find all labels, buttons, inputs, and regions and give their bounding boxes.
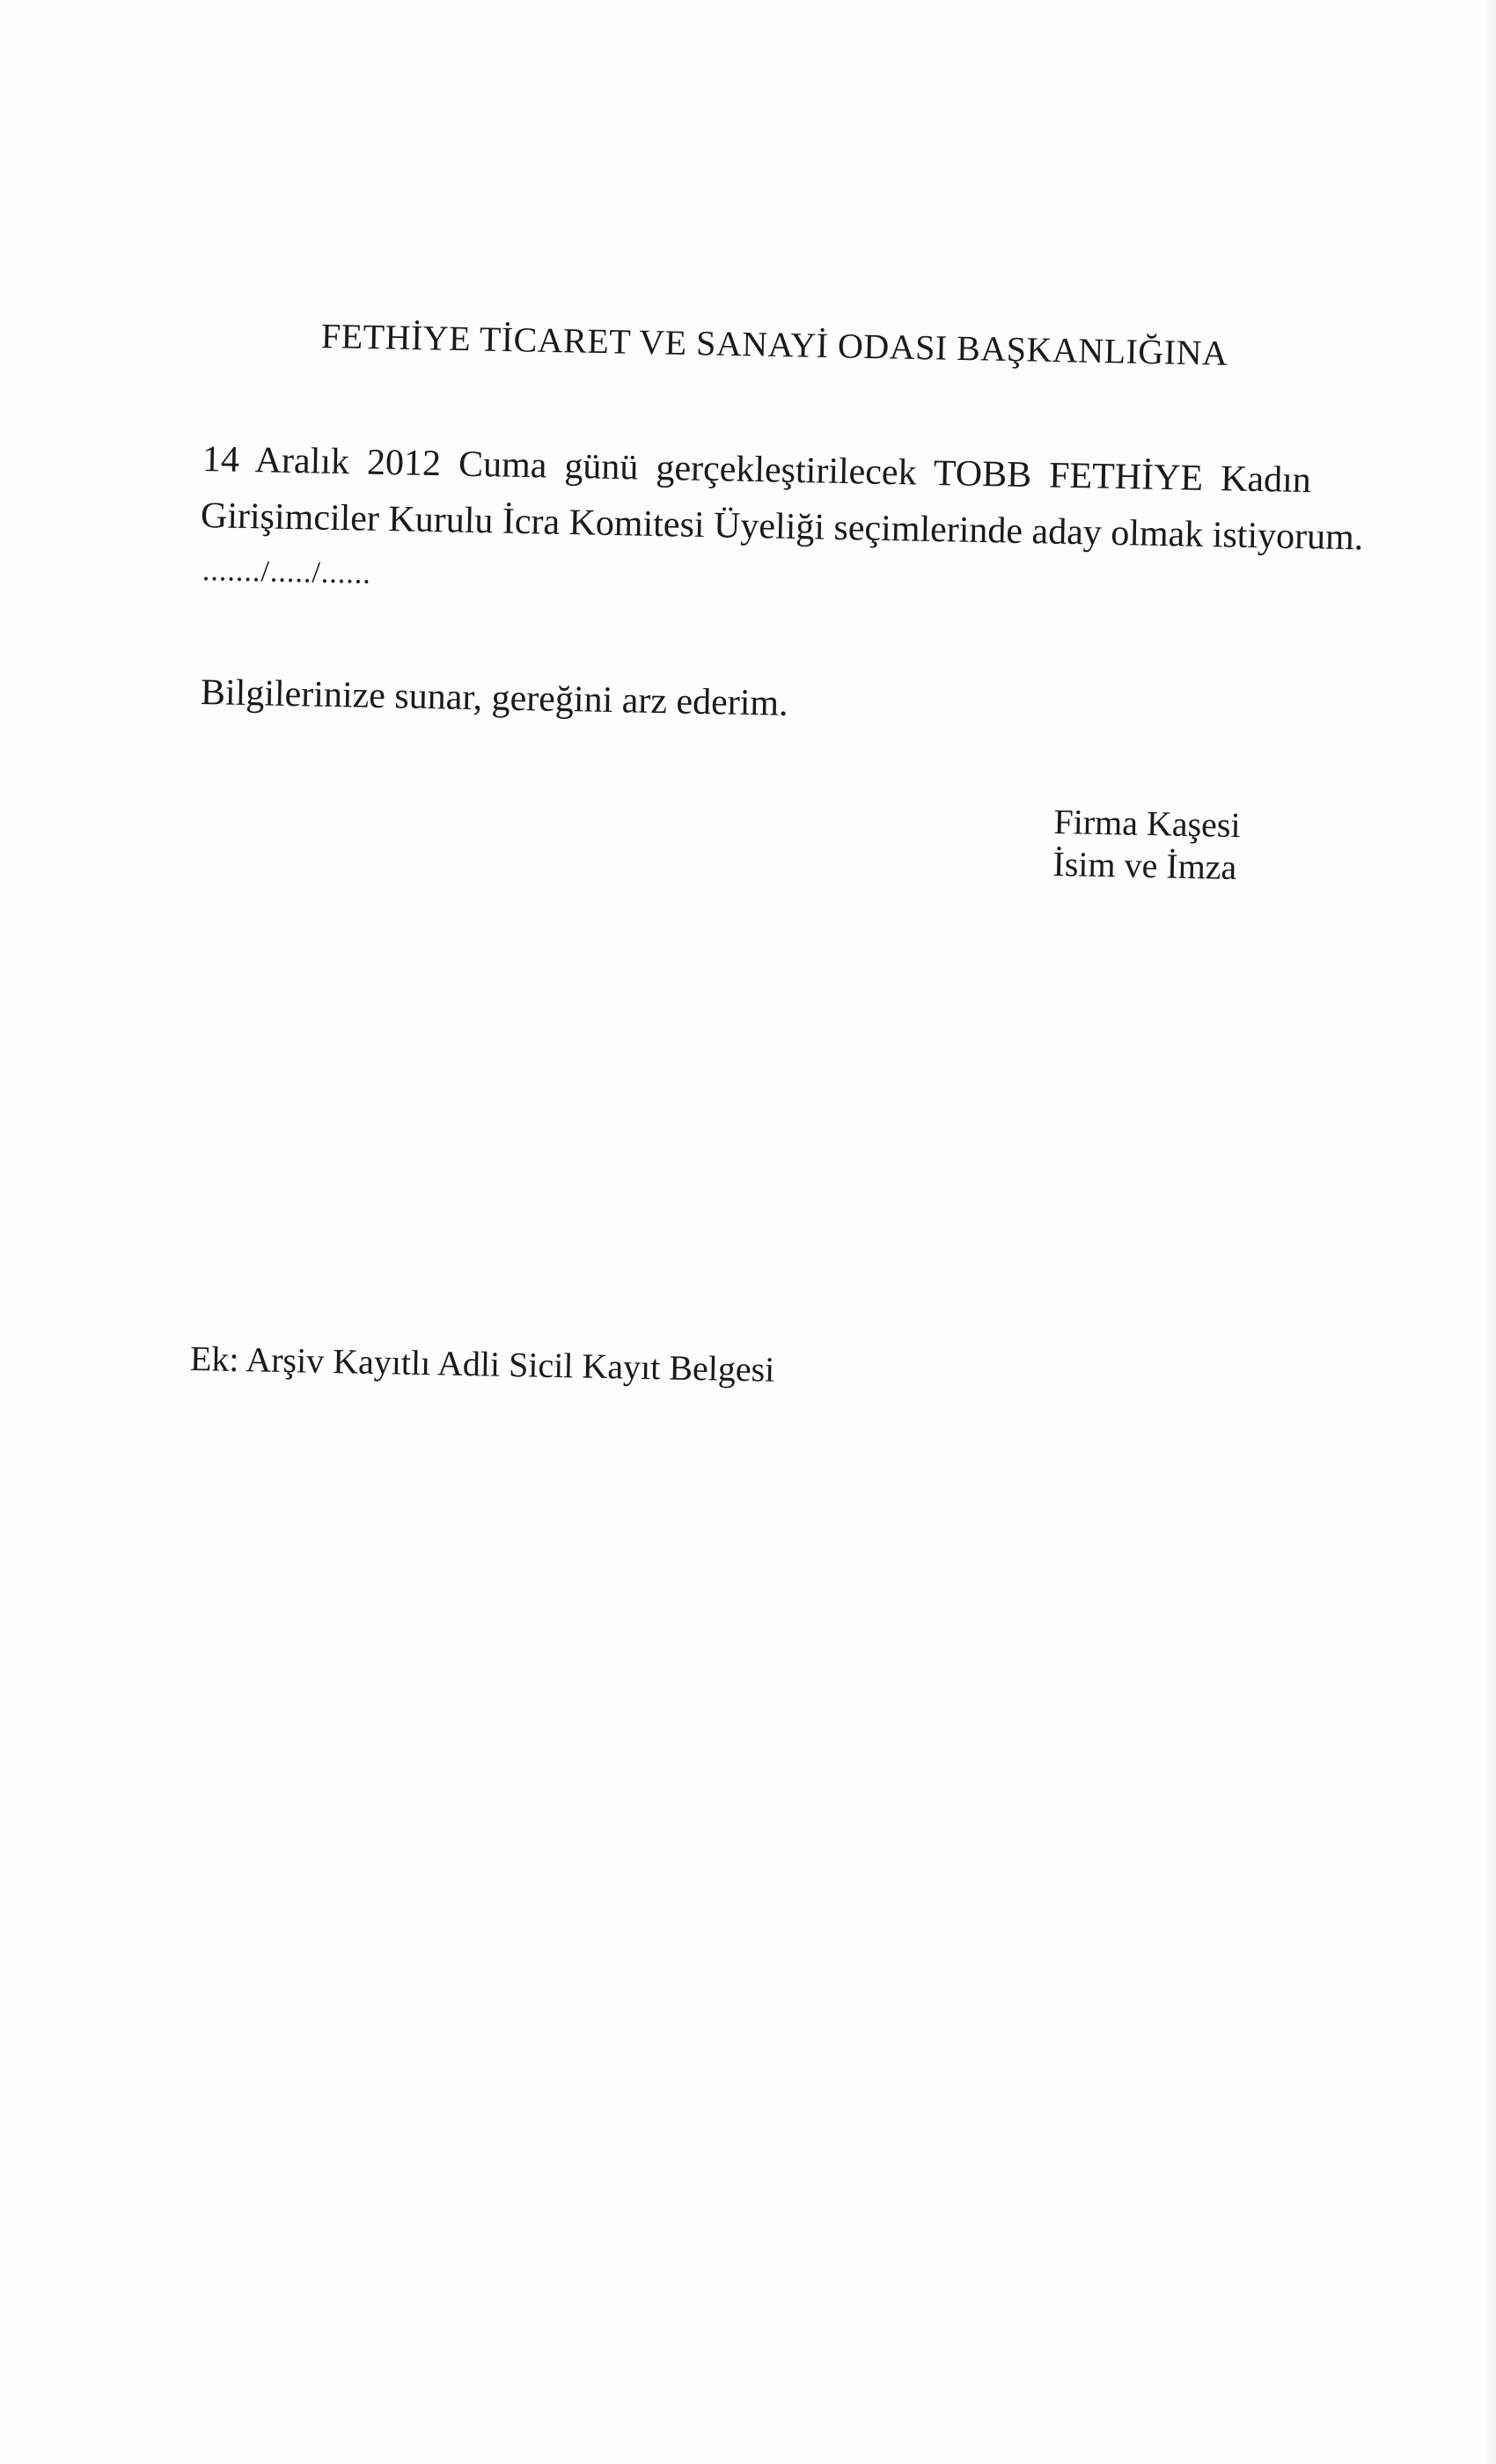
signature-block [1052,801,1241,889]
attachment-note: Ek: Arşiv Kayıtlı Adli Sicil Kayıt Belgesi [189,1338,775,1390]
date-placeholder: ......./...../...... [202,554,372,590]
name-signature-label: İsim ve İmza [1052,843,1237,888]
stamp-label: Firma Kaşesi [1053,802,1242,846]
closing-sentence: Bilgilerinize sunar, gereğini arz ederim. [200,672,789,724]
paragraph-line-1: 14 Aralık 2012 Cuma günü gerçekleştirilecek TOBB FETHİYE Kadın [202,439,1312,502]
document-heading: FETHİYE TİCARET VE SANAYİ ODASI BAŞKANLIĞINA [320,316,1228,373]
paragraph-line-2: Girişimciler Kurulu İcra Komitesi Üyeliği seçimlerinde aday olmak istiyorum. [200,495,1364,559]
page-edge-shadow [1484,0,1496,2464]
